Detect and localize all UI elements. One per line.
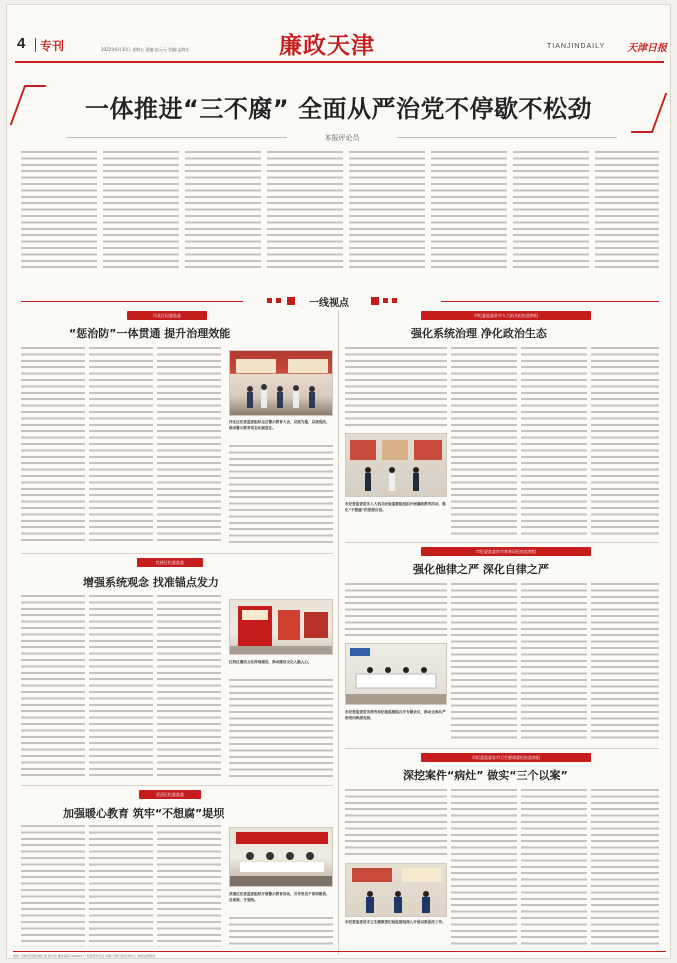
article-body — [21, 825, 85, 947]
article-body — [345, 789, 447, 859]
byline-rule-right — [397, 137, 617, 138]
article-body — [21, 347, 85, 545]
article-tag: 市纪委监委驻市商务局纪检监察组 — [421, 547, 591, 556]
main-headline: 一体推进“三不腐” 全面从严治党不停歇不松劲 — [85, 95, 592, 123]
photo-classroom-icon — [230, 828, 333, 887]
masthead-title: 廉政天津 — [279, 33, 375, 59]
photo-exhibit-icon — [230, 600, 333, 655]
byline-rule-left — [67, 137, 287, 138]
page-number: 4 — [17, 35, 26, 52]
article-body — [345, 583, 447, 639]
editorial-column-3 — [185, 151, 261, 271]
banner-square — [392, 298, 397, 303]
column-divider — [338, 310, 339, 955]
article-divider — [21, 553, 333, 554]
article-tag: 市纪委监委驻市人大机关纪检监察组 — [421, 311, 591, 320]
banner-square — [383, 298, 388, 303]
page-footer: 地址:天津市河西区梅江道 新华社 邮政编码:300222 广告经营许可证 印刷:天津日报印务中心 本报法律顾问 — [13, 951, 666, 958]
article-title: 增强系统观念 找准锚点发力 — [83, 576, 219, 589]
banner-rule-right — [441, 301, 659, 302]
article-tag: 市纪委监委驻市卫生健康委纪检监察组 — [421, 753, 591, 762]
section-banner — [247, 294, 437, 308]
article-body — [157, 825, 221, 947]
article-photo — [345, 433, 447, 497]
article-body — [591, 789, 659, 945]
article-body — [345, 347, 447, 429]
photo-workshop-icon — [346, 864, 447, 917]
banner-square — [371, 297, 379, 305]
article-body — [591, 583, 659, 741]
editorial-column-4 — [267, 151, 343, 271]
article-photo — [229, 827, 333, 887]
page-header — [7, 5, 670, 63]
article-body — [521, 583, 587, 741]
article-body — [521, 347, 587, 537]
article-body — [229, 917, 333, 947]
article-title: 强化他律之严 深化自律之严 — [413, 563, 549, 576]
photo-caption: 河北区纪委监委组织全区警示教育大会，以案为鉴，以案促改，推动警示教育常态化制度化。 — [229, 420, 330, 430]
banner-rule-left — [21, 301, 243, 302]
photo-caption: 市纪委监委驻市人大机关纪检监察组组织开展廉政教育活动，强化“不想腐”的思想自觉。 — [345, 502, 446, 512]
article-body — [521, 789, 587, 945]
article-title: 强化系统治理 净化政治生态 — [411, 327, 547, 340]
article-tag: 河北区纪委监委 — [127, 311, 207, 320]
header-separator — [35, 38, 36, 52]
banner-square — [276, 298, 281, 303]
photo-caption: 红桥区廉洁文化阵地建设，推动廉洁文化入脑入心。 — [229, 660, 312, 664]
editorial-column-7 — [513, 151, 589, 271]
date-line: 2022年6月10日 星期五 责编:赵元元 美编:孟晓光 — [101, 47, 190, 52]
article-photo — [229, 350, 333, 416]
article-body — [89, 825, 153, 947]
article-body — [591, 347, 659, 537]
article-title: 深挖案件“病灶” 做实“三个以案” — [403, 769, 568, 782]
paper-domain: TIANJINDAILY — [547, 43, 606, 50]
article-divider — [345, 542, 659, 543]
photo-figures-icon — [230, 351, 333, 416]
photo-caption: 武清区纪委监委组织开展警示教育活动，引导党员干部知敬畏、存戒惧、守底线。 — [229, 892, 330, 902]
banner-square — [287, 297, 295, 305]
article-title: “惩治防”一体贯通 提升治理效能 — [69, 327, 231, 340]
header-rule — [15, 61, 664, 63]
article-photo — [345, 863, 447, 917]
article-divider — [345, 748, 659, 749]
photo-caption: 市纪委监委驻市卫生健康委纪检监察组深入开展以案促改工作。 — [345, 920, 446, 924]
article-photo — [229, 599, 333, 655]
article-tag: 红桥区纪委监委 — [137, 558, 203, 567]
section-label: 专刊 — [40, 39, 65, 53]
article-body — [451, 347, 517, 537]
banner-square — [267, 298, 272, 303]
article-body — [451, 789, 517, 945]
newspaper-page — [6, 4, 671, 959]
article-divider — [21, 785, 333, 786]
article-body — [89, 347, 153, 545]
editorial-column-8 — [595, 151, 659, 271]
article-photo — [345, 643, 447, 705]
article-body — [157, 595, 221, 777]
article-body — [229, 445, 333, 545]
article-body — [157, 347, 221, 545]
editorial-column-1 — [21, 151, 97, 271]
section-banner-label: 一线视点 — [309, 298, 349, 309]
editorial-column-5 — [349, 151, 425, 271]
photo-conference-icon — [346, 644, 447, 705]
photo-caption: 市纪委监委驻市商务局纪检监察组召开专题会议，推动全面从严治党向纵深发展。 — [345, 710, 446, 720]
article-title: 加强暖心教育 筑牢“不想腐”堤坝 — [63, 807, 225, 820]
article-body — [21, 595, 85, 777]
editorial-column-6 — [431, 151, 507, 271]
article-body — [451, 583, 517, 741]
photo-meeting-icon — [346, 434, 447, 497]
article-body — [229, 679, 333, 777]
byline: 本报评论员 — [324, 134, 360, 142]
editorial-column-2 — [103, 151, 179, 271]
article-tag: 武清区纪委监委 — [139, 790, 201, 799]
article-body — [89, 595, 153, 777]
paper-logo: 天津日报 — [627, 43, 667, 54]
